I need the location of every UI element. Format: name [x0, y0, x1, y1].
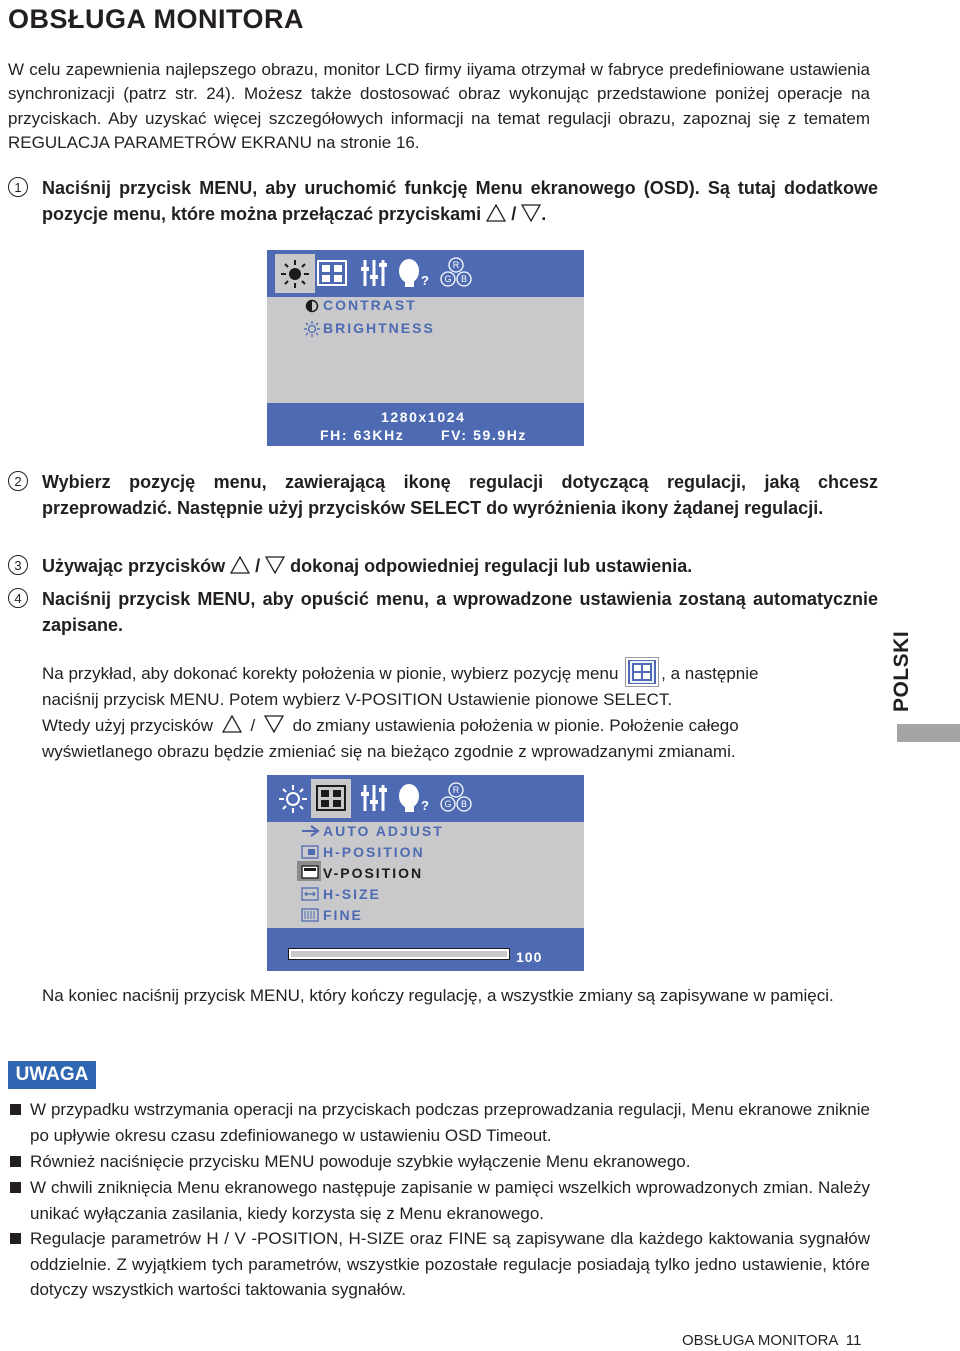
osd-item-contrast: CONTRAST: [323, 297, 417, 313]
step-4: [8, 586, 878, 638]
example-line3: Wtedy użyj przycisków: [42, 716, 213, 735]
osd-item-auto-adjust: AUTO ADJUST: [323, 823, 444, 839]
step-number: 4: [8, 588, 28, 608]
step-text: Używając przycisków: [42, 556, 226, 576]
rgb-icon: [439, 781, 473, 815]
page-title: OBSŁUGA MONITORA: [8, 4, 304, 34]
tools-icon: [359, 783, 389, 813]
closing-paragraph: Na koniec naciśnij przycisk MENU, który kończy regulację, a wszystkie zmiany są zapisywane w pamięci.: [42, 986, 834, 1005]
step-number: 1: [8, 177, 28, 197]
svg-text:?: ?: [421, 273, 429, 288]
intro-paragraph: W celu zapewnienia najlepszego obrazu, monitor LCD firmy iiyama otrzymał w fabryce predefiniowane ustawienia synchronizacji (patrz str. 24). Możesz także dostosować obraz wykonując przedstawione poniżej operacje na przyciskach. Aby uzyskać więcej szczegółowych informacji na temat regulacji obrazu, zapoznaj się z tematem REGULACJA PARAMETRÓW EKRANU na stronie 16.: [8, 60, 870, 152]
osd-geometry-picture: [267, 775, 584, 971]
brightness-small-icon: [303, 320, 321, 338]
note-bullet: W chwili zniknięcia Menu ekranowego następuje zapisanie w pamięci wszelkich wprowadzonych zmian. Należy unikać wyłączania zasilania, kiedy korzysta się z Menu ekranowego.: [8, 1175, 870, 1226]
svg-text:G: G: [444, 274, 452, 284]
osd-item-fine: FINE: [323, 907, 363, 923]
page-number: 11: [845, 1332, 862, 1349]
step-3: [8, 553, 878, 579]
svg-text:B: B: [460, 274, 468, 284]
example-line1: Na przykład, aby dokonać korekty położenia w pionie, wybierz pozycję menu: [42, 664, 619, 683]
up-triangle-icon: [486, 204, 506, 222]
step-text-end: dokonaj odpowiedniej regulacji lub ustawienia.: [290, 556, 693, 576]
svg-text:G: G: [444, 799, 452, 809]
adjust-level-fill: [291, 951, 507, 957]
h-position-icon: [301, 845, 319, 859]
up-triangle-icon: [222, 715, 242, 733]
v-position-icon: [301, 865, 319, 879]
example-line1-end: , a następnie: [661, 664, 759, 683]
step-text: Wybierz pozycję menu, zawierającą ikonę regulacji dotyczącą regulacji, jaką chcesz przeprowadzić. Następnie użyj przycisków SELECT do wyróżnienia ikony żądanej regulacji.: [42, 472, 878, 518]
resolution-readout: 1280x1024: [381, 409, 466, 425]
note-label: UWAGA: [8, 1061, 96, 1089]
brightness-icon: [277, 783, 309, 815]
adjust-value-readout: 100: [516, 949, 543, 965]
rgb-icon: [439, 256, 473, 290]
adjust-level-bar[interactable]: [288, 948, 510, 960]
osd-icon-bar: [267, 775, 584, 822]
geometry-icon: [317, 258, 347, 288]
osd-icon-bar: [267, 250, 584, 297]
svg-text:R: R: [452, 260, 460, 270]
osd-item-v-position: V-POSITION: [323, 865, 424, 881]
note-bullet: Regulacje parametrów H / V -POSITION, H-SIZE oraz FINE są zapisywane dla każdego kaktowania sygnałów oddzielnie. Z wyjątkiem tych parametrów, wszystkie pozostałe regulacje posiadają tylko jedno ustawienie, które dotyczy wszystkich wartości taktowania sygnałów.: [8, 1226, 870, 1303]
step-2: [8, 469, 878, 521]
step-text: Naciśnij przycisk MENU, aby opuścić menu, a wprowadzone ustawienia zostaną automatycznie zapisane.: [42, 589, 878, 635]
separator: /: [511, 204, 517, 224]
osd-item-brightness: BRIGHTNESS: [323, 320, 435, 336]
tools-icon: [359, 258, 389, 288]
step-end: .: [541, 204, 547, 224]
svg-text:?: ?: [421, 798, 429, 813]
help-icon: [397, 783, 431, 813]
language-side-label: POLSKI: [890, 630, 913, 712]
geometry-menu-icon: [625, 657, 659, 687]
bullet-square: [10, 1104, 21, 1115]
bullet-square: [10, 1182, 21, 1193]
example-line2: naciśnij przycisk MENU. Potem wybierz V-POSITION Ustawienie pionowe SELECT.: [42, 690, 673, 709]
step-text: Naciśnij przycisk MENU, aby uruchomić funkcję Menu ekranowego (OSD). Są tutaj dodatkowe pozycje menu, które można przełączać przyciskami: [42, 178, 878, 224]
footer-section: OBSŁUGA MONITORA: [682, 1332, 838, 1349]
separator: /: [255, 556, 261, 576]
down-triangle-icon: [265, 556, 285, 574]
auto-adjust-icon: [301, 825, 321, 837]
bullet-square: [10, 1233, 21, 1244]
note-bullet: W przypadku wstrzymania operacji na przyciskach podczas przeprowadzania regulacji, Menu ekranowe zniknie po upływie okresu czasu zdefiniowanego w ustawieniu OSD Timeout.: [8, 1097, 870, 1148]
osd-menu-picture: [267, 250, 584, 446]
svg-text:B: B: [460, 799, 468, 809]
svg-text:R: R: [452, 785, 460, 795]
example-paragraph: [42, 657, 872, 765]
separator: /: [250, 716, 256, 735]
osd-info-footer: [267, 403, 584, 446]
step-1: [8, 175, 878, 227]
osd-value-footer: [267, 928, 584, 971]
example-line3-end: do zmiany ustawienia położenia w pionie. Położenie całego: [292, 716, 739, 735]
bullet-square: [10, 1156, 21, 1167]
side-stripe: [897, 724, 960, 742]
hfreq-readout: FH: 63KHz: [320, 427, 405, 443]
osd-item-h-position: H-POSITION: [323, 844, 425, 860]
down-triangle-icon: [521, 204, 541, 222]
geometry-icon: [316, 783, 346, 813]
example-line4: wyświetlanego obrazu będzie zmieniać się na bieżąco zgodnie z wprowadzanymi zmianami.: [42, 742, 736, 761]
note-bullet: Również naciśnięcie przycisku MENU powoduje szybkie wyłączenie Menu ekranowego.: [8, 1149, 870, 1175]
vfreq-readout: FV: 59.9Hz: [441, 427, 528, 443]
osd-item-h-size: H-SIZE: [323, 886, 381, 902]
up-triangle-icon: [230, 556, 250, 574]
fine-icon: [301, 908, 319, 922]
down-triangle-icon: [264, 715, 284, 733]
step-number: 2: [8, 471, 28, 491]
page-footer: [682, 1332, 861, 1349]
h-size-icon: [301, 887, 319, 901]
brightness-icon: [279, 258, 311, 290]
help-icon: [397, 258, 431, 288]
contrast-icon: [305, 299, 319, 313]
step-number: 3: [8, 555, 28, 575]
